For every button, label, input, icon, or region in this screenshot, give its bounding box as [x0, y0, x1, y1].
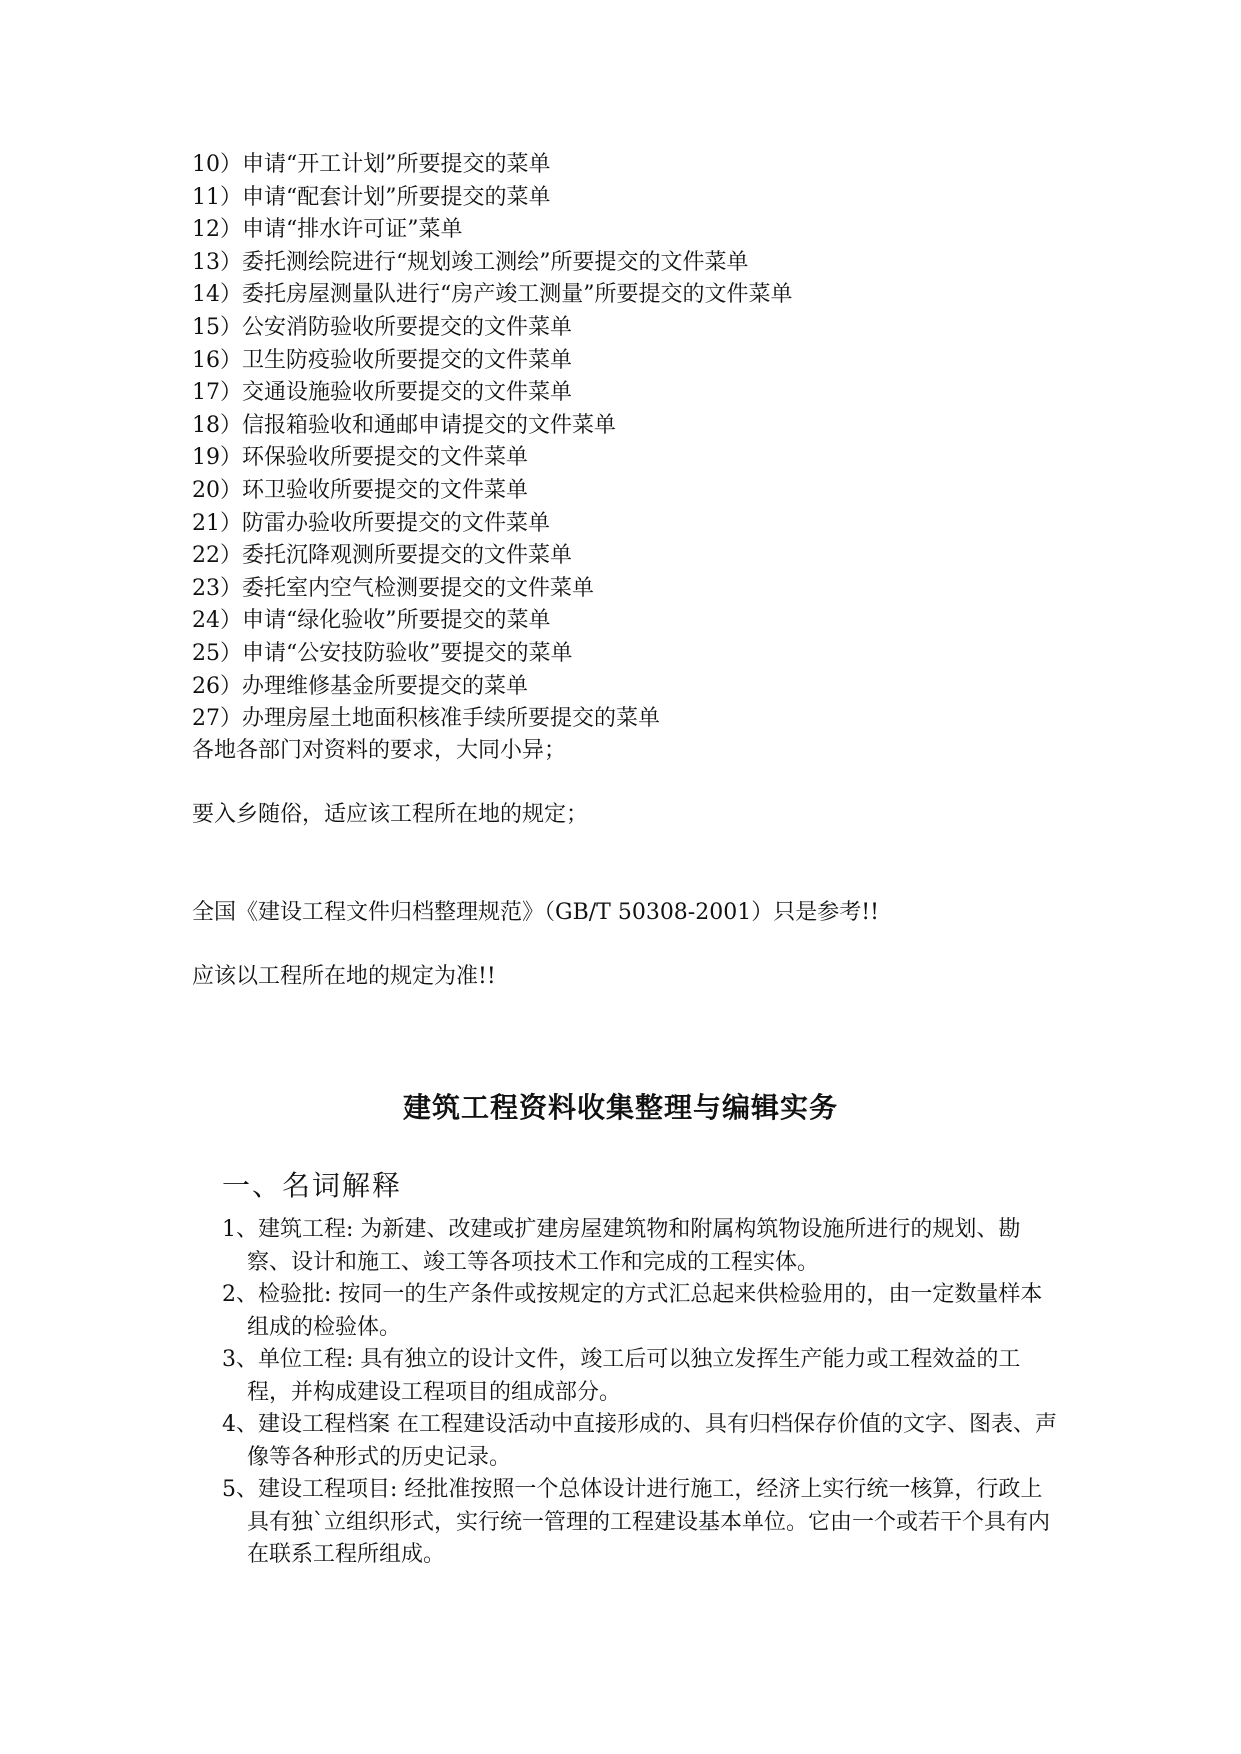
list-item: 14）委托房屋测量队进行“房产竣工测量”所要提交的文件菜单 [192, 282, 793, 308]
note-follow-local-rules: 要入乡随俗，适应该工程所在地的规定； [192, 802, 589, 827]
list-item: 21）防雷办验收所要提交的文件菜单 [192, 510, 550, 536]
list-item: 19）环保验收所要提交的文件菜单 [192, 445, 528, 471]
list-item: 25）申请“公安技防验收”要提交的菜单 [192, 640, 573, 666]
list-item: 26）办理维修基金所要提交的菜单 [192, 673, 528, 699]
list-item: 23）委托室内空气检测要提交的文件菜单 [192, 575, 594, 601]
list-item: 22）委托沉降观测所要提交的文件菜单 [192, 543, 572, 569]
definition-item: 2、检验批: 按同一的生产条件或按规定的方式汇总起来供检验用的，由一定数量样本组成的检验体。 [222, 1282, 1043, 1340]
list-item: 20）环卫验收所要提交的文件菜单 [192, 477, 528, 503]
definition-item: 1、建筑工程: 为新建、改建或扩建房屋建筑物和附属构筑物设施所进行的规划、勘察、设计和施工、竣工等各项技术工作和完成的工程实体。 [222, 1217, 1021, 1275]
list-item: 24）申请“绿化验收”所要提交的菜单 [192, 608, 551, 634]
definition-item: 4、建设工程档案 在工程建设活动中直接形成的、具有归档保存价值的文字、图表、声像等各种形式的历史记录。 [222, 1412, 1057, 1470]
note-requirements-similar: 各地各部门对资料的要求，大同小异； [192, 738, 567, 763]
definition-item: 5、建设工程项目: 经批准按照一个总体设计进行施工，经济上实行统一核算，行政上具有独`立组织形式，实行统一管理的工程建设基本单位。它由一个或若干个具有内在联系工程所组成。 [222, 1477, 1051, 1567]
note-national-standard: 全国《建设工程文件归档整理规范》（GB/T 50308-2001）只是参考!! [192, 900, 879, 925]
list-item: 16）卫生防疫验收所要提交的文件菜单 [192, 347, 572, 373]
submission-list [192, 149, 1092, 736]
list-item: 13）委托测绘院进行“规划竣工测绘”所要提交的文件菜单 [192, 249, 749, 275]
list-item: 12）申请“排水许可证”菜单 [192, 217, 463, 243]
document-title: 建筑工程资料收集整理与编辑实务 [402, 1091, 838, 1124]
list-item: 15）公安消防验收所要提交的文件菜单 [192, 314, 572, 340]
definitions-list [222, 1214, 1062, 1572]
list-item: 27）办理房屋土地面积核准手续所要提交的菜单 [192, 706, 660, 732]
section-heading: 一、名词解释 [222, 1169, 403, 1202]
list-item: 10）申请“开工计划”所要提交的菜单 [192, 152, 551, 177]
list-item: 17）交通设施验收所要提交的文件菜单 [192, 380, 572, 406]
definition-item: 3、单位工程: 具有独立的设计文件，竣工后可以独立发挥生产能力或工程效益的工程，并构成建设工程项目的组成部分。 [222, 1347, 1021, 1405]
list-item: 11）申请“配套计划”所要提交的菜单 [192, 184, 551, 210]
list-item: 18）信报箱验收和通邮申请提交的文件菜单 [192, 412, 616, 438]
note-local-rules-prevail: 应该以工程所在地的规定为准!! [192, 964, 496, 989]
